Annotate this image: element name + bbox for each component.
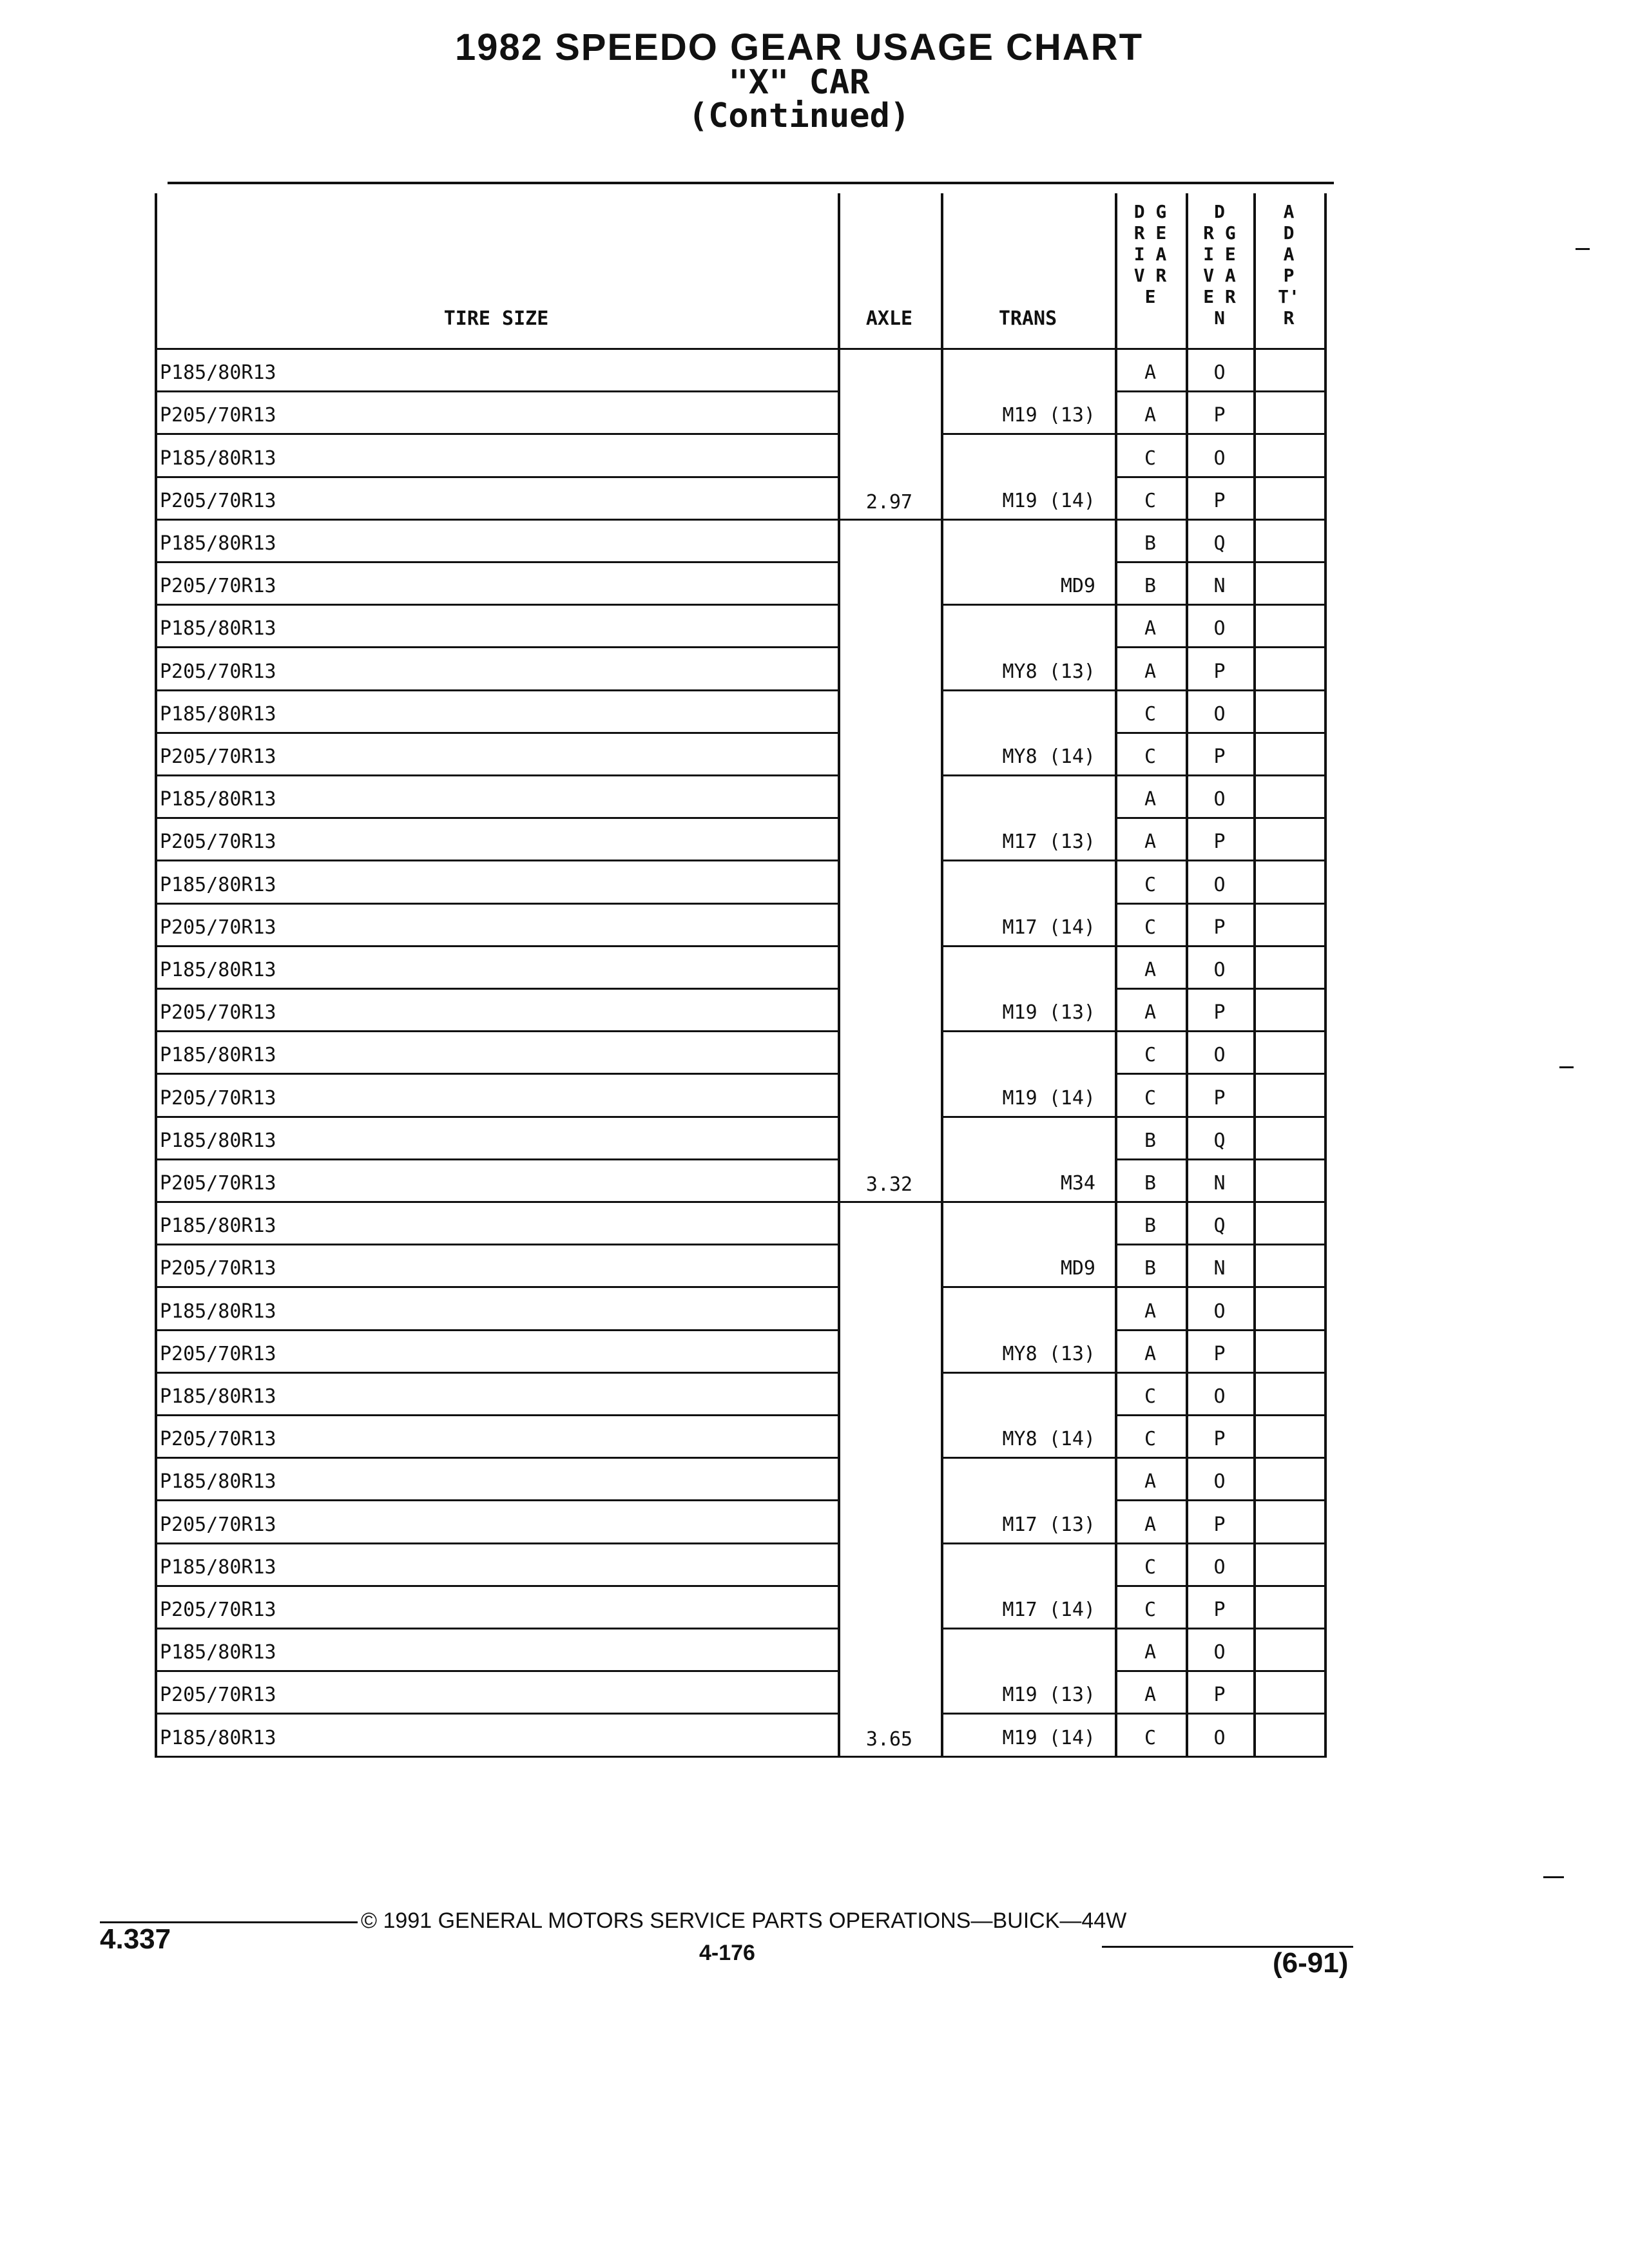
drive-gear-cell: A [1144, 617, 1157, 640]
drive-gear-cell: C [1144, 1086, 1157, 1110]
tire-size-cell: P205/70R13 [160, 1086, 276, 1110]
drive-gear-cell: C [1144, 1726, 1157, 1749]
header-drive-gear-text: D G R E I A V R E [1133, 201, 1167, 307]
adapter-cell [1253, 1499, 1324, 1542]
tire-size-cell: P205/70R13 [160, 660, 276, 683]
driven-gear-cell: P [1213, 745, 1226, 768]
table-right-edge [1324, 193, 1327, 1758]
driven-gear-cell: O [1213, 1555, 1226, 1579]
trans-cell: MY8 (13) [1002, 660, 1095, 683]
driven-gear-cell: P [1213, 1342, 1226, 1365]
driven-gear-cell: Q [1213, 1215, 1226, 1238]
continued-label: (Continued) [688, 97, 911, 135]
tire-size-cell: P205/70R13 [160, 1513, 276, 1536]
driven-gear-cell: P [1213, 1684, 1226, 1707]
adapter-cell [1253, 646, 1324, 689]
adapter-cell [1253, 1414, 1324, 1457]
footer-copyright: © 1991 GENERAL MOTORS SERVICE PARTS OPERATIONS—BUICK—44W [361, 1908, 1127, 1933]
tire-size-cell: P185/80R13 [160, 1129, 276, 1152]
tire-size-cell: P185/80R13 [160, 1385, 276, 1408]
gear-row-rule [1115, 1756, 1324, 1758]
header-tire-size: TIRE SIZE [443, 307, 549, 330]
driven-gear-cell: P [1213, 916, 1226, 939]
adapter-cell [1253, 817, 1324, 860]
driven-gear-cell: O [1213, 617, 1226, 640]
adapter-cell [1253, 1372, 1324, 1414]
trans-cell: M19 (13) [1002, 1001, 1095, 1024]
adapter-cell [1253, 561, 1324, 604]
driven-gear-cell: N [1213, 1257, 1226, 1280]
drive-gear-cell: B [1144, 1257, 1157, 1280]
margin-mark [1559, 1066, 1574, 1068]
trans-group-rule [941, 1756, 1115, 1758]
driven-gear-cell: O [1213, 1385, 1226, 1408]
table-top-rule [168, 182, 1334, 184]
adapter-cell [1253, 945, 1324, 988]
tire-size-cell: P205/70R13 [160, 404, 276, 427]
axle-cell: 2.97 [865, 490, 913, 514]
drive-gear-cell: A [1144, 1641, 1157, 1664]
trans-cell: M19 (14) [1002, 1726, 1095, 1749]
driven-gear-cell: O [1213, 447, 1226, 470]
adapter-cell [1253, 1329, 1324, 1372]
tire-size-cell: P185/80R13 [160, 702, 276, 726]
tire-size-cell: P185/80R13 [160, 1726, 276, 1749]
drive-gear-cell: C [1144, 702, 1157, 726]
header-trans: TRANS [998, 307, 1057, 330]
trans-cell: M17 (14) [1002, 916, 1095, 939]
drive-gear-cell: B [1144, 1171, 1157, 1195]
adapter-cell [1253, 774, 1324, 817]
adapter-cell [1253, 1457, 1324, 1499]
driven-gear-cell: O [1213, 1044, 1226, 1067]
tire-size-cell: P205/70R13 [160, 575, 276, 598]
drive-gear-cell: C [1144, 489, 1157, 512]
drive-gear-cell: C [1144, 1428, 1157, 1451]
trans-cell: M34 [1060, 1171, 1095, 1195]
header-axle: AXLE [865, 307, 913, 330]
drive-gear-cell: A [1144, 361, 1157, 385]
adapter-cell [1253, 1286, 1324, 1329]
adapter-cell [1253, 1030, 1324, 1073]
tire-size-cell: P185/80R13 [160, 958, 276, 981]
tire-size-cell: P185/80R13 [160, 1470, 276, 1494]
tire-size-cell: P205/70R13 [160, 1684, 276, 1707]
adapter-cell [1253, 732, 1324, 774]
trans-cell: M17 (14) [1002, 1598, 1095, 1621]
drive-gear-cell: C [1144, 1385, 1157, 1408]
driven-gear-cell: O [1213, 1641, 1226, 1664]
driven-gear-cell: N [1213, 1171, 1226, 1195]
adapter-cell [1253, 1713, 1324, 1755]
tire-size-cell: P185/80R13 [160, 361, 276, 385]
driven-gear-cell: P [1213, 1428, 1226, 1451]
adapter-cell [1253, 1158, 1324, 1201]
adapter-cell [1253, 689, 1324, 732]
tire-size-cell: P185/80R13 [160, 1641, 276, 1664]
driven-gear-cell: P [1213, 1513, 1226, 1536]
driven-gear-cell: O [1213, 788, 1226, 811]
tire-size-cell: P205/70R13 [160, 1001, 276, 1024]
trans-cell: M19 (13) [1002, 1684, 1095, 1707]
chart-title: 1982 SPEEDO GEAR USAGE CHART [454, 26, 1144, 68]
header-driven-gear [1186, 193, 1253, 348]
trans-cell: MY8 (13) [1002, 1342, 1095, 1365]
adapter-cell [1253, 348, 1324, 390]
drive-gear-cell: C [1144, 916, 1157, 939]
drive-gear-cell: A [1144, 404, 1157, 427]
tire-size-cell: P205/70R13 [160, 1342, 276, 1365]
header-driven-gear-text: D R G I E V A E R N [1203, 201, 1236, 329]
header-adapter-text: A D A P T' R [1278, 201, 1300, 329]
driven-gear-cell: O [1213, 1470, 1226, 1494]
adapter-cell [1253, 433, 1324, 476]
driven-gear-cell: P [1213, 831, 1226, 854]
tire-size-cell: P205/70R13 [160, 1257, 276, 1280]
drive-gear-cell: A [1144, 958, 1157, 981]
tire-size-cell: P185/80R13 [160, 873, 276, 896]
adapter-cell [1253, 1244, 1324, 1286]
adapter-cell [1253, 476, 1324, 519]
adapter-cell [1253, 1201, 1324, 1244]
tire-size-cell: P185/80R13 [160, 447, 276, 470]
adapter-cell [1253, 860, 1324, 902]
adapter-cell [1253, 1542, 1324, 1585]
drive-gear-cell: C [1144, 1598, 1157, 1621]
drive-gear-cell: C [1144, 873, 1157, 896]
axle-cell: 3.32 [865, 1173, 913, 1196]
adapter-cell [1253, 1628, 1324, 1670]
drive-gear-cell: B [1144, 1129, 1157, 1152]
tire-size-cell: P205/70R13 [160, 1171, 276, 1195]
driven-gear-cell: P [1213, 1001, 1226, 1024]
trans-cell: M19 (14) [1002, 489, 1095, 512]
trans-cell: MY8 (14) [1002, 1428, 1095, 1451]
tire-size-cell: P185/80R13 [160, 1555, 276, 1579]
chart-subtitle: "X" CAR [728, 63, 870, 102]
drive-gear-cell: B [1144, 1215, 1157, 1238]
driven-gear-cell: O [1213, 361, 1226, 385]
header-adapter [1253, 193, 1324, 348]
driven-gear-cell: Q [1213, 532, 1226, 555]
drive-gear-cell: B [1144, 575, 1157, 598]
footer-page-number: 4-176 [699, 1941, 755, 1965]
driven-gear-cell: P [1213, 489, 1226, 512]
tire-size-cell: P185/80R13 [160, 1044, 276, 1067]
driven-gear-cell: N [1213, 575, 1226, 598]
adapter-cell [1253, 390, 1324, 433]
adapter-cell [1253, 1116, 1324, 1158]
trans-cell: MD9 [1060, 575, 1095, 598]
drive-gear-cell: C [1144, 1555, 1157, 1579]
tire-size-cell: P185/80R13 [160, 1215, 276, 1238]
tire-size-cell: P205/70R13 [160, 1428, 276, 1451]
adapter-cell [1253, 988, 1324, 1030]
footer-left-number: 4.337 [100, 1923, 171, 1955]
adapter-cell [1253, 1670, 1324, 1713]
adapter-cell [1253, 604, 1324, 646]
drive-gear-cell: A [1144, 1342, 1157, 1365]
drive-gear-cell: A [1144, 1001, 1157, 1024]
footer-date: (6-91) [1273, 1947, 1349, 1979]
drive-gear-cell: A [1144, 1470, 1157, 1494]
footer-rule-left [100, 1921, 358, 1923]
tire-size-cell: P205/70R13 [160, 916, 276, 939]
drive-gear-cell: B [1144, 532, 1157, 555]
driven-gear-cell: O [1213, 1300, 1226, 1323]
drive-gear-cell: A [1144, 1300, 1157, 1323]
adapter-cell [1253, 519, 1324, 561]
driven-gear-cell: Q [1213, 1129, 1226, 1152]
driven-gear-cell: O [1213, 873, 1226, 896]
tire-size-cell: P205/70R13 [160, 1598, 276, 1621]
drive-gear-cell: A [1144, 660, 1157, 683]
trans-cell: MY8 (14) [1002, 745, 1095, 768]
tire-size-cell: P185/80R13 [160, 617, 276, 640]
drive-gear-cell: A [1144, 831, 1157, 854]
trans-cell: M17 (13) [1002, 831, 1095, 854]
trans-cell: M17 (13) [1002, 1513, 1095, 1536]
tire-row-rule [155, 1756, 838, 1758]
drive-gear-cell: A [1144, 788, 1157, 811]
drive-gear-cell: A [1144, 1684, 1157, 1707]
adapter-cell [1253, 903, 1324, 945]
header-drive-gear [1115, 193, 1186, 348]
driven-gear-cell: P [1213, 660, 1226, 683]
trans-cell: MD9 [1060, 1257, 1095, 1280]
margin-mark [1576, 248, 1590, 250]
tire-size-cell: P185/80R13 [160, 1300, 276, 1323]
driven-gear-cell: O [1213, 702, 1226, 726]
tire-size-cell: P205/70R13 [160, 831, 276, 854]
driven-gear-cell: P [1213, 1086, 1226, 1110]
trans-cell: M19 (14) [1002, 1086, 1095, 1110]
axle-group-rule [838, 1756, 941, 1758]
drive-gear-cell: A [1144, 1513, 1157, 1536]
adapter-cell [1253, 1073, 1324, 1115]
driven-gear-cell: O [1213, 958, 1226, 981]
axle-cell: 3.65 [865, 1727, 913, 1751]
drive-gear-cell: C [1144, 1044, 1157, 1067]
tire-size-cell: P205/70R13 [160, 745, 276, 768]
drive-gear-cell: C [1144, 745, 1157, 768]
driven-gear-cell: O [1213, 1726, 1226, 1749]
adapter-cell [1253, 1585, 1324, 1628]
driven-gear-cell: P [1213, 1598, 1226, 1621]
trans-cell: M19 (13) [1002, 404, 1095, 427]
tire-size-cell: P205/70R13 [160, 489, 276, 512]
tire-size-cell: P185/80R13 [160, 788, 276, 811]
margin-mark [1543, 1876, 1564, 1878]
tire-size-cell: P185/80R13 [160, 532, 276, 555]
driven-gear-cell: P [1213, 404, 1226, 427]
drive-gear-cell: C [1144, 447, 1157, 470]
